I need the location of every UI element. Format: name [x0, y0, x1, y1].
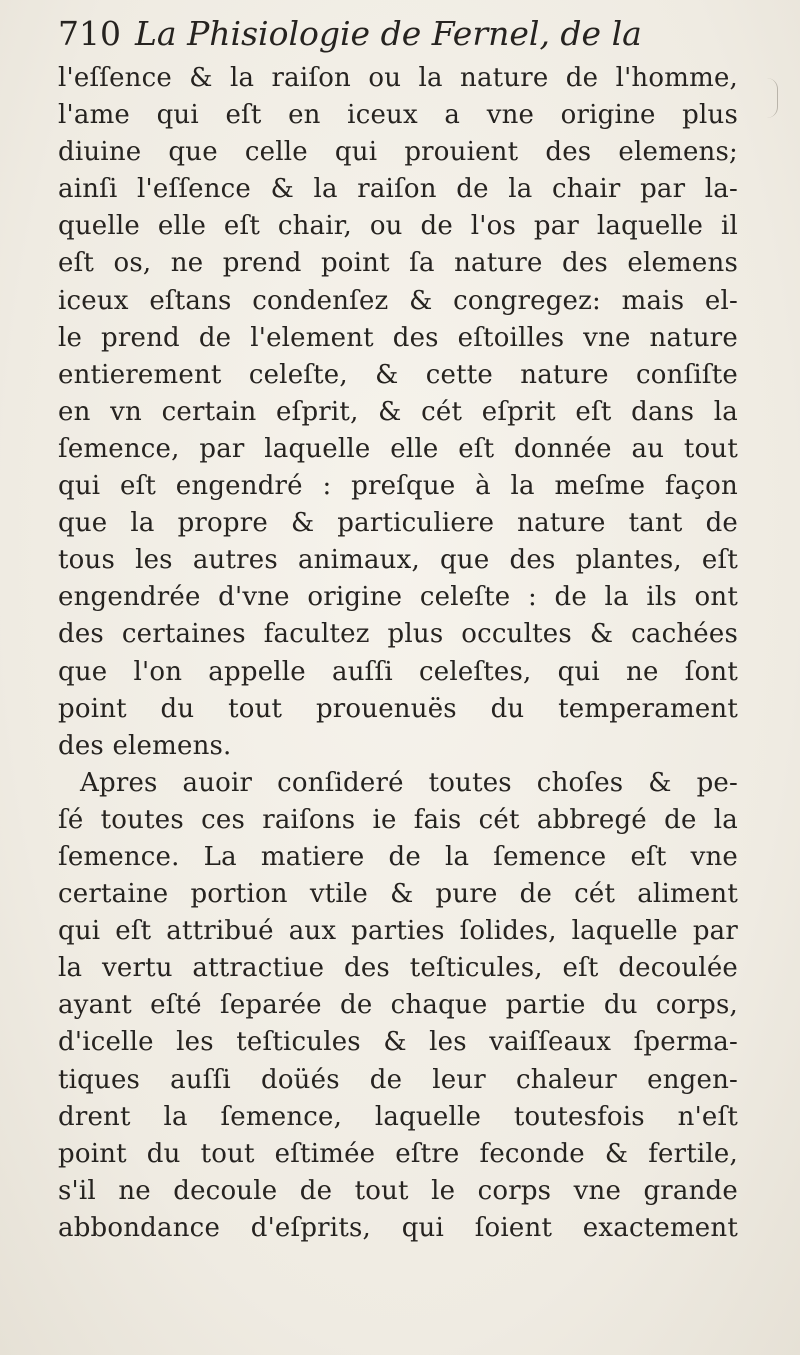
- text-line: point du tout prouenuës du temperament: [58, 693, 738, 724]
- text-line: l'ame qui eſt en iceux a vne origine plus: [58, 100, 738, 131]
- text-line: qui eſt engendré : preſque à la meſme façon: [58, 471, 738, 502]
- text-line: qui eſt attribué aux parties ſolides, laquelle par: [58, 916, 738, 947]
- text-line: ainſi l'eſſence & la raiſon de la chair par la-: [58, 174, 738, 205]
- text-line: le prend de l'element des eſtoilles vne nature: [58, 322, 738, 353]
- text-line: tiques auſſi doüés de leur chaleur engen-: [58, 1064, 738, 1095]
- page-edge-mark: [767, 78, 778, 118]
- text-line: que la propre & particuliere nature tant de: [58, 508, 738, 539]
- text-line: iceux eſtans condenſez & congregez: mais el-: [58, 285, 738, 316]
- text-line: la vertu attractiue des teſticules, eſt decoulée: [58, 953, 738, 984]
- text-line: des certaines facultez plus occultes & cachées: [58, 619, 738, 650]
- text-line: des elemens.: [58, 730, 232, 761]
- running-head: [58, 12, 642, 56]
- page-number: 710: [58, 14, 121, 53]
- text-line: ſé toutes ces raiſons ie fais cét abbregé de la: [58, 804, 738, 835]
- text-line: que l'on appelle auſſi celeſtes, qui ne ſont: [58, 656, 738, 687]
- text-line: ſemence, par laquelle elle eſt donnée au tout: [58, 433, 738, 464]
- text-line: certaine portion vtile & pure de cét aliment: [58, 879, 738, 910]
- running-title: La Phisiologie de Fernel, de la: [135, 14, 642, 53]
- text-line: ayant eſté ſeparée de chaque partie du corps,: [58, 990, 738, 1021]
- body-text: [58, 60, 738, 1247]
- text-line: d'icelle les teſticules & les vaiſſeaux ſperma-: [58, 1027, 738, 1058]
- text-line: ſemence. La matiere de la ſemence eſt vne: [58, 841, 738, 872]
- text-line: l'eſſence & la raiſon ou la nature de l'homme,: [58, 63, 738, 93]
- text-line: tous les autres animaux, que des plantes, eſt: [58, 545, 738, 576]
- text-line: point du tout eſtimée eſtre feconde & fertile,: [58, 1138, 738, 1169]
- text-line: engendrée d'vne origine celeſte : de la ils ont: [58, 582, 738, 613]
- text-line: quelle elle eſt chair, ou de l'os par laquelle il: [58, 211, 738, 242]
- text-line: entierement celeſte, & cette nature conſiſte: [58, 359, 738, 390]
- text-line: eſt os, ne prend point ſa nature des elemens: [58, 248, 738, 279]
- text-line: en vn certain eſprit, & cét eſprit eſt dans la: [58, 396, 738, 427]
- paragraph-start-line: Apres auoir conſideré toutes choſes & pe-: [80, 767, 738, 798]
- text-line: diuine que celle qui prouient des elemens;: [58, 137, 738, 168]
- text-line: s'il ne decoule de tout le corps vne grande: [58, 1175, 738, 1206]
- text-line: abbondance d'eſprits, qui ſoient exactement: [58, 1212, 738, 1243]
- text-line: drent la ſemence, laquelle toutesfois n'eſt: [58, 1101, 738, 1132]
